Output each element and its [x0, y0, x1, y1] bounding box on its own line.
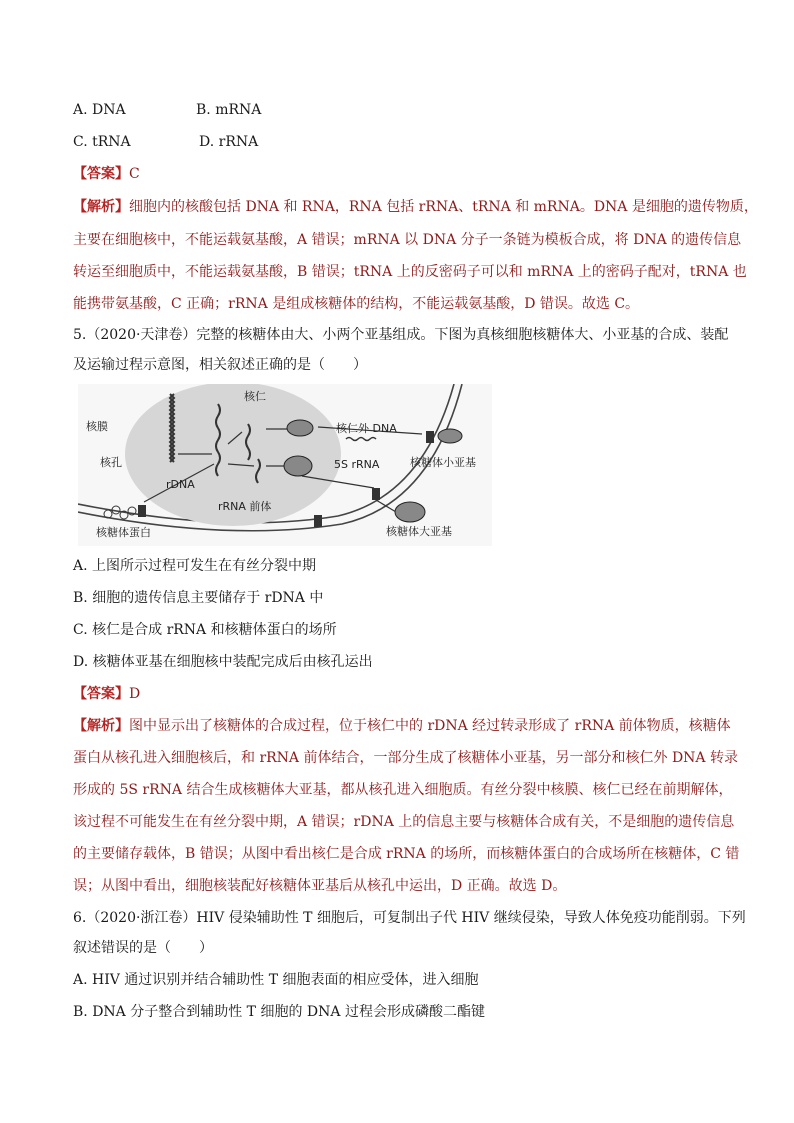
label-extranucleolar-dna: 核仁外 DNA: [336, 422, 397, 435]
answer-tag: 【答案】: [73, 166, 129, 182]
ribosome-assembly-figure: [78, 384, 492, 546]
answer-value: D: [129, 686, 141, 702]
analysis-tag: 【解析】: [73, 718, 129, 734]
q4-option-d: D. rRNA: [199, 134, 259, 150]
q4-analysis-line: 主要在细胞核中，不能运载氨基酸，A 错误；mRNA 以 DNA 分子一条链为模板合成，将 DNA 的遗传信息: [73, 232, 742, 248]
q5-option-d: D. 核糖体亚基在细胞核中装配完成后由核孔运出: [73, 654, 373, 670]
q4-analysis-line: 能携带氨基酸，C 正确；rRNA 是组成核糖体的结构，不能运载氨基酸，D 错误。故选 C。: [73, 296, 640, 312]
q4-option-c: C. tRNA: [73, 134, 131, 150]
q5-analysis-line: 的主要储存载体，B 错误；从图中看出核仁是合成 rRNA 的场所，而核糖体蛋白的合成场所在核糖体，C 错: [73, 846, 740, 862]
q4-option-b: B. mRNA: [196, 102, 262, 118]
large-subunit-blob: [284, 456, 312, 476]
nuclear-pore: [138, 505, 146, 517]
q6-stem-line: 叙述错误的是（ ）: [73, 940, 213, 956]
q6-stem-line: 6.（2020·浙江卷）HIV 侵染辅助性 T 细胞后，可复制出子代 HIV 继续侵染，导致人体免疫功能削弱。下列: [73, 910, 746, 926]
q5-option-a: A. 上图所示过程可发生在有丝分裂中期: [73, 558, 317, 574]
q5-option-b: B. 细胞的遗传信息主要储存于 rDNA 中: [73, 590, 324, 606]
q4-analysis-line: [73, 197, 758, 217]
q5-option-c: C. 核仁是合成 rRNA 和核糖体蛋白的场所: [73, 622, 337, 638]
label-rrna-precursor: rRNA 前体: [218, 500, 272, 513]
answer-value: C: [129, 166, 140, 182]
q5-answer: [73, 684, 140, 704]
label-5s-rrna: 5S rRNA: [334, 458, 380, 471]
analysis-text: 图中显示出了核糖体的合成过程，位于核仁中的 rDNA 经过转录形成了 rRNA 前体物质，核糖体: [129, 718, 731, 734]
q5-stem-line: 及运输过程示意图，相关叙述正确的是（ ）: [73, 357, 367, 373]
small-subunit-blob: [287, 420, 313, 436]
label-small-subunit: 核糖体小亚基: [410, 456, 476, 469]
figure-svg: [78, 384, 492, 546]
q5-analysis-line: 形成的 5S rRNA 结合生成核糖体大亚基，都从核孔进入细胞质。有丝分裂中核膜、核仁已经在前期解体，: [73, 782, 733, 798]
q5-analysis-line: 蛋白从核孔进入细胞核后，和 rRNA 前体结合，一部分生成了核糖体小亚基，另一部分和核仁外 DNA 转录: [73, 750, 738, 766]
large-subunit-blob: [395, 502, 425, 522]
nuclear-pore: [426, 431, 434, 443]
small-subunit-blob: [438, 429, 462, 443]
q6-option-b: B. DNA 分子整合到辅助性 T 细胞的 DNA 过程会形成磷酸二酯键: [73, 1004, 485, 1020]
q4-option-a: A. DNA: [73, 102, 126, 118]
label-rdna: rDNA: [166, 478, 195, 491]
q5-analysis-line: 误；从图中看出，细胞核装配好核糖体亚基后从核孔中运出，D 正确。故选 D。: [73, 878, 567, 894]
answer-tag: 【答案】: [73, 686, 129, 702]
analysis-tag: 【解析】: [73, 199, 129, 215]
label-nuclear-membrane: 核膜: [86, 420, 108, 433]
nuclear-pore: [372, 488, 380, 500]
label-nuclear-pore: 核孔: [100, 456, 122, 469]
analysis-text: 细胞内的核酸包括 DNA 和 RNA，RNA 包括 rRNA、tRNA 和 mRNA。DNA 是细胞的遗传物质，: [129, 199, 758, 215]
nuclear-pore: [314, 515, 322, 527]
label-ribosomal-protein: 核糖体蛋白: [96, 526, 151, 539]
q4-answer: [73, 164, 140, 184]
q4-analysis-line: 转运至细胞质中，不能运载氨基酸，B 错误；tRNA 上的反密码子可以和 mRNA 上的密码子配对，tRNA 也: [73, 264, 747, 280]
q6-option-a: A. HIV 通过识别并结合辅助性 T 细胞表面的相应受体，进入细胞: [73, 972, 479, 988]
label-large-subunit: 核糖体大亚基: [386, 525, 452, 538]
label-nucleolus: 核仁: [244, 390, 266, 403]
q5-analysis-line: 该过程不可能发生在有丝分裂中期，A 错误；rDNA 上的信息主要与核糖体合成有关，不是细胞的遗传信息: [73, 814, 735, 830]
q5-analysis-line: [73, 716, 731, 736]
q5-stem-line: 5.（2020·天津卷）完整的核糖体由大、小两个亚基组成。下图为真核细胞核糖体大、小亚基的合成、装配: [73, 327, 729, 343]
